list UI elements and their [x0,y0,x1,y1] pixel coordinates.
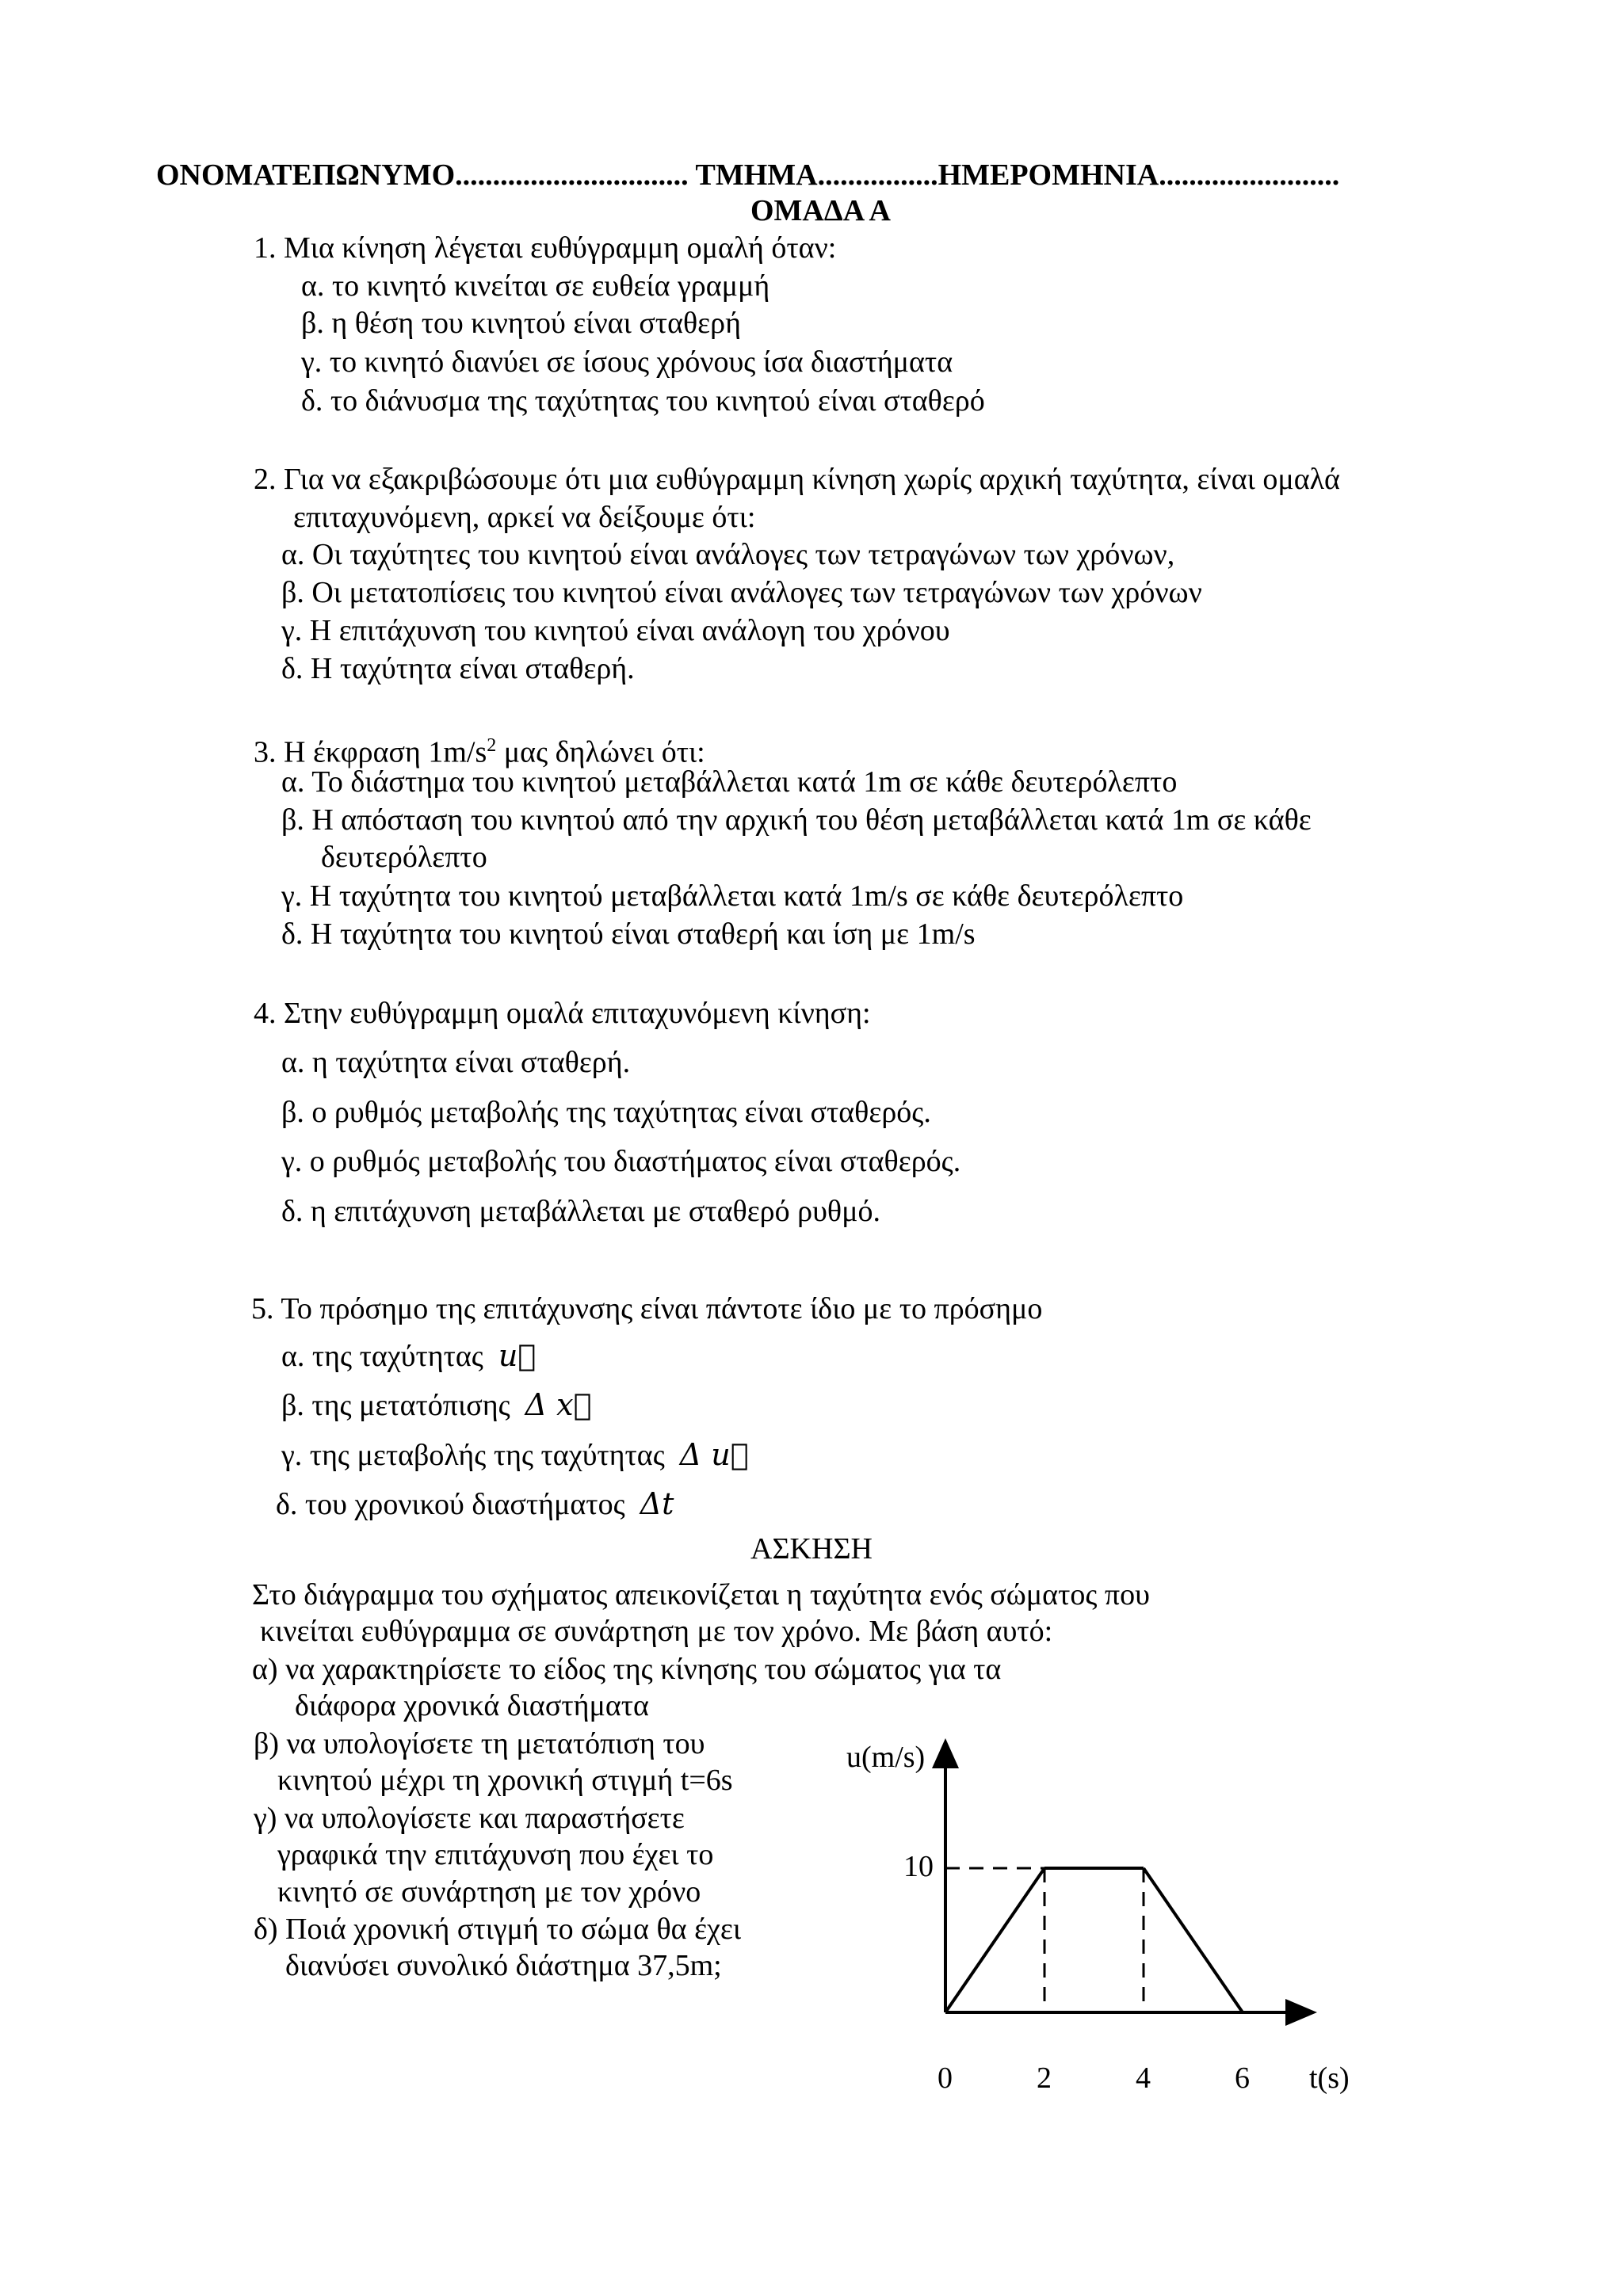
q3-text-sup: 2 [487,735,497,756]
q3-text-before: 3. Η έκφραση 1m/s [254,735,487,769]
y-axis-arrow-icon [932,1738,959,1768]
exercise-part-b-line2: κινητού μέχρι τη χρονική στιγμή t=6s [277,1764,733,1797]
velocity-change-symbol: Δ u⃗ [679,1437,749,1472]
q5-option-c [281,1436,749,1474]
q4-text: 4. Στην ευθύγραμμη ομαλά επιταχυνόμενη κίνηση: [254,997,871,1030]
q2-option-c: γ. Η επιτάχυνση του κινητού είναι ανάλογη του χρόνου [281,614,950,647]
exercise-part-c-line1: γ) να υπολογίσετε και παραστήσετε [254,1802,685,1835]
q3-option-b-line1: β. Η απόσταση του κινητού από την αρχική του θέση μεταβάλλεται κατά 1m σε κάθε [281,803,1312,837]
x-axis-label: t(s) [1309,2061,1350,2095]
q2-text-line1: 2. Για να εξακριβώσουμε ότι μια ευθύγραμμη κίνηση χωρίς αρχική ταχύτητα, είναι ομαλά [254,463,1340,496]
series-group [945,1868,1243,2012]
q2-option-b: β. Οι μετατοπίσεις του κινητού είναι ανάλογες των τετραγώνων των χρόνων [281,576,1202,609]
exercise-part-b-line1: β) να υπολογίσετε τη μετατόπιση του [254,1727,705,1760]
q5-option-c-label: γ. της μεταβολής της ταχύτητας [281,1439,665,1472]
q2-option-a: α. Οι ταχύτητες του κινητού είναι ανάλογες των τετραγώνων των χρόνων, [281,538,1175,571]
q3-option-d: δ. Η ταχύτητα του κινητού είναι σταθερή και ίση με 1m/s [281,917,976,951]
exercise-part-d-line2: διανύσει συνολικό διάστημα 37,5m; [285,1949,722,1982]
x-axis-arrow-icon [1285,1999,1317,2026]
series-segment-2 [1144,1868,1243,2012]
y-tick-label-10: 10 [903,1850,934,1883]
q5-option-b-label: β. της μετατόπισης [281,1389,510,1422]
exercise-part-a-line2: διάφορα χρονικά διαστήματα [295,1689,649,1722]
displacement-vector-symbol: Δ x⃗ [525,1387,592,1422]
q4-option-a: α. η ταχύτητα είναι σταθερή. [281,1046,631,1079]
q3-option-a: α. Το διάστημα του κινητού μεταβάλλεται κατά 1m σε κάθε δευτερόλεπτο [281,765,1178,799]
q5-option-a [281,1337,536,1375]
group-title: ΟΜΑΔΑ Α [750,194,891,227]
q4-option-b: β. ο ρυθμός μεταβολής της ταχύτητας είναι σταθερός. [281,1096,931,1129]
header-line [156,157,1339,193]
class-field: ΤΜΗΜΑ................ [695,158,938,192]
q3-option-c: γ. Η ταχύτητα του κινητού μεταβάλλεται κατά 1m/s σε κάθε δευτερόλεπτο [281,879,1184,913]
date-field: ΗΜΕΡΟΜΗΝΙΑ........................ [938,158,1340,192]
q5-option-d-label: δ. του χρονικού διαστήματος [276,1488,625,1521]
exercise-part-a-line1: α) να χαρακτηρίσετε το είδος της κίνησης του σώματος για τα [252,1653,1002,1686]
q2-text-line2: επιταχυνόμενη, αρκεί να δείξουμε ότι: [293,501,756,534]
q1-option-c: γ. το κινητό διανύει σε ίσους χρόνους ίσα διαστήματα [301,345,953,379]
q5-text: 5. Το πρόσημο της επιτάχυνσης είναι πάντοτε ίδιο με το πρόσημο [251,1292,1043,1325]
guide-lines [945,1868,1144,2012]
q1-option-d: δ. το διάνυσμα της ταχύτητας του κινητού είναι σταθερό [301,384,985,418]
exercise-part-c-line2: γραφικά την επιτάχυνση που έχει το [277,1838,714,1871]
q4-option-c: γ. ο ρυθμός μεταβολής του διαστήματος είναι σταθερός. [281,1145,961,1178]
y-axis-label: u(m/s) [846,1741,926,1774]
q4-option-d: δ. η επιτάχυνση μεταβάλλεται με σταθερό ρυθμό. [281,1195,880,1228]
time-interval-symbol: Δt [640,1486,674,1521]
q2-option-d: δ. Η ταχύτητα είναι σταθερή. [281,652,635,685]
q1-option-a: α. το κινητό κινείται σε ευθεία γραμμή [301,269,770,303]
exercise-part-c-line3: κινητό σε συνάρτηση με τον χρόνο [277,1875,701,1909]
exercise-intro-line2: κινείται ευθύγραμμα σε συνάρτηση με τον χρόνο. Με βάση αυτό: [260,1615,1053,1648]
x-tick-label-0: 0 [938,2061,953,2095]
series-segment-0 [945,1868,1044,2012]
x-tick-label-2: 2 [1037,2061,1052,2095]
exercise-intro-line1: Στο διάγραμμα του σχήματος απεικονίζεται η ταχύτητα ενός σώματος που [252,1578,1150,1611]
exercise-part-d-line1: δ) Ποιά χρονική στιγμή το σώμα θα έχει [254,1913,742,1946]
velocity-vector-symbol: u⃗ [498,1338,537,1373]
x-tick-label-6: 6 [1235,2061,1250,2095]
exercise-title: ΑΣΚΗΣΗ [750,1532,873,1566]
x-tick-label-4: 4 [1136,2061,1151,2095]
name-field: ΟΝΟΜΑΤΕΠΩΝΥΜΟ............................... [156,158,689,192]
q1-text: 1. Μια κίνηση λέγεται ευθύγραμμη ομαλή όταν: [254,231,837,265]
q5-option-d [276,1486,674,1523]
q5-option-b [281,1386,591,1424]
q3-text-after: μας δηλώνει ότι: [496,735,705,769]
q5-option-a-label: α. της ταχύτητας [281,1340,483,1373]
q1-option-b: β. η θέση του κινητού είναι σταθερή [301,307,741,340]
q3-option-b-line2: δευτερόλεπτο [321,841,487,874]
